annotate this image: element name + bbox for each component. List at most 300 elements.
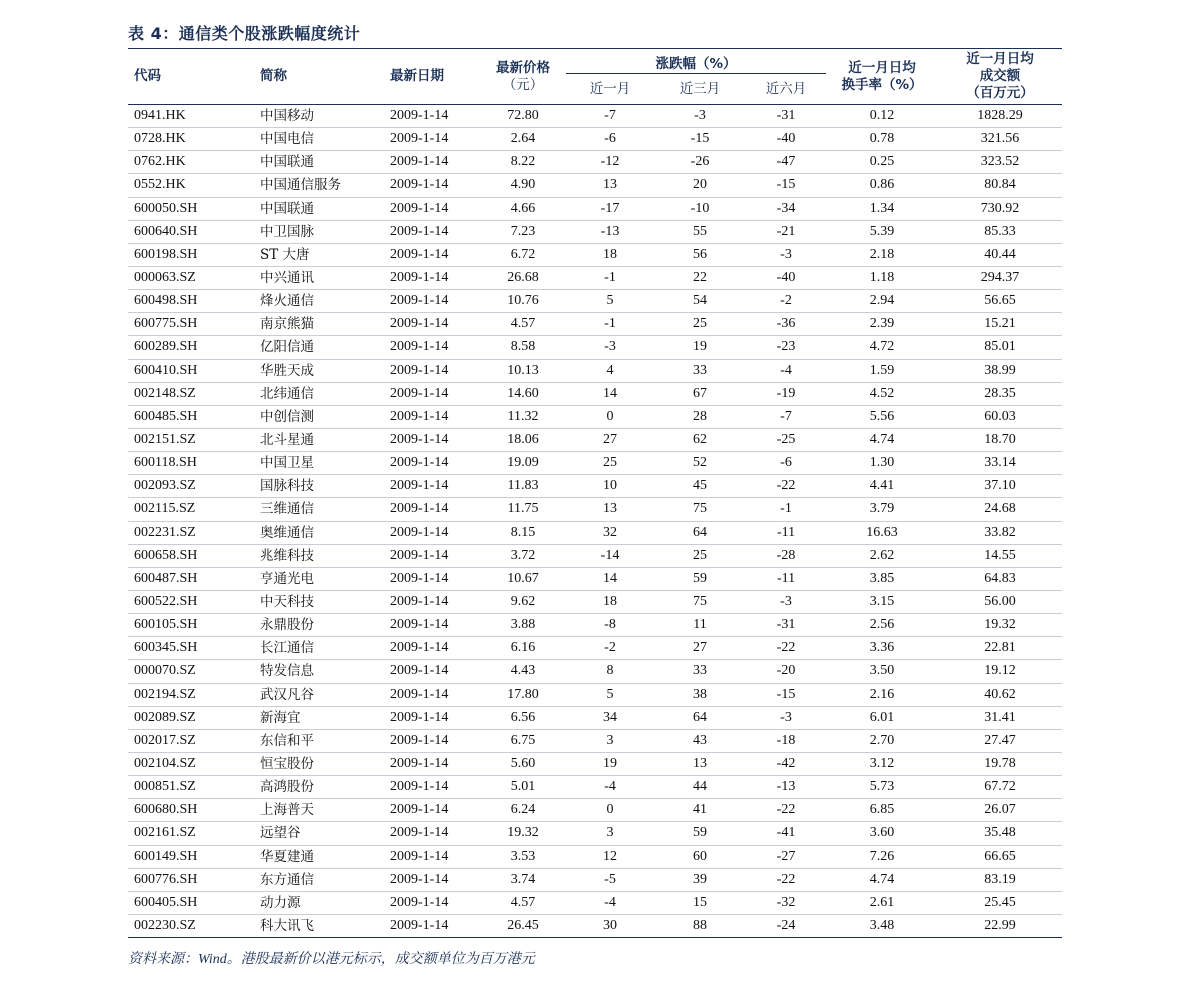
table-row xyxy=(128,914,1062,937)
cell-volume: 294.37 xyxy=(938,266,1062,289)
cell-volume: 1828.29 xyxy=(938,105,1062,128)
cell-turnover: 3.15 xyxy=(826,590,938,613)
cell-change-1m: 3 xyxy=(566,822,654,845)
cell-turnover: 0.86 xyxy=(826,174,938,197)
cell-change-6m: -31 xyxy=(746,105,826,128)
header-change-1m: 近一月 xyxy=(566,74,654,105)
cell-name: 东信和平 xyxy=(254,729,384,752)
cell-change-6m: -19 xyxy=(746,382,826,405)
cell-turnover: 16.63 xyxy=(826,521,938,544)
cell-code: 600485.SH xyxy=(128,405,254,428)
cell-code: 000063.SZ xyxy=(128,266,254,289)
table-row xyxy=(128,174,1062,197)
cell-turnover: 4.41 xyxy=(826,475,938,498)
cell-change-6m: -6 xyxy=(746,452,826,475)
cell-change-1m: -4 xyxy=(566,776,654,799)
table-row xyxy=(128,452,1062,475)
cell-volume: 14.55 xyxy=(938,544,1062,567)
cell-turnover: 3.12 xyxy=(826,752,938,775)
cell-change-1m: -13 xyxy=(566,220,654,243)
cell-code: 600149.SH xyxy=(128,845,254,868)
cell-change-3m: 39 xyxy=(654,868,746,891)
cell-name: 恒宝股份 xyxy=(254,752,384,775)
cell-date: 2009-1-14 xyxy=(384,521,480,544)
cell-turnover: 1.34 xyxy=(826,197,938,220)
cell-price: 3.72 xyxy=(480,544,566,567)
cell-name: 中国联通 xyxy=(254,151,384,174)
cell-name: 奥维通信 xyxy=(254,521,384,544)
cell-turnover: 0.12 xyxy=(826,105,938,128)
cell-volume: 64.83 xyxy=(938,567,1062,590)
table-row xyxy=(128,614,1062,637)
table-row xyxy=(128,266,1062,289)
cell-change-3m: 13 xyxy=(654,752,746,775)
cell-change-6m: -13 xyxy=(746,776,826,799)
cell-change-1m: -12 xyxy=(566,151,654,174)
cell-volume: 730.92 xyxy=(938,197,1062,220)
cell-date: 2009-1-14 xyxy=(384,174,480,197)
cell-code: 600640.SH xyxy=(128,220,254,243)
cell-change-6m: -22 xyxy=(746,637,826,660)
cell-change-3m: 44 xyxy=(654,776,746,799)
cell-change-6m: -25 xyxy=(746,428,826,451)
cell-price: 4.43 xyxy=(480,660,566,683)
cell-change-3m: 60 xyxy=(654,845,746,868)
cell-change-6m: -15 xyxy=(746,174,826,197)
cell-code: 002115.SZ xyxy=(128,498,254,521)
cell-change-1m: -2 xyxy=(566,637,654,660)
cell-turnover: 4.52 xyxy=(826,382,938,405)
cell-price: 6.16 xyxy=(480,637,566,660)
cell-volume: 25.45 xyxy=(938,891,1062,914)
cell-code: 002093.SZ xyxy=(128,475,254,498)
cell-volume: 19.32 xyxy=(938,614,1062,637)
cell-price: 9.62 xyxy=(480,590,566,613)
cell-change-3m: -26 xyxy=(654,151,746,174)
cell-change-6m: -3 xyxy=(746,243,826,266)
cell-name: 北斗星通 xyxy=(254,428,384,451)
cell-date: 2009-1-14 xyxy=(384,290,480,313)
cell-volume: 33.82 xyxy=(938,521,1062,544)
cell-code: 600776.SH xyxy=(128,868,254,891)
cell-date: 2009-1-14 xyxy=(384,151,480,174)
cell-change-1m: -1 xyxy=(566,313,654,336)
cell-name: 中国移动 xyxy=(254,105,384,128)
cell-turnover: 4.74 xyxy=(826,428,938,451)
cell-change-1m: 34 xyxy=(566,706,654,729)
cell-volume: 27.47 xyxy=(938,729,1062,752)
report-page xyxy=(128,22,1062,968)
cell-price: 26.45 xyxy=(480,914,566,937)
cell-turnover: 2.70 xyxy=(826,729,938,752)
cell-turnover: 3.48 xyxy=(826,914,938,937)
cell-change-6m: -40 xyxy=(746,266,826,289)
cell-change-3m: 75 xyxy=(654,590,746,613)
cell-price: 26.68 xyxy=(480,266,566,289)
cell-change-1m: 10 xyxy=(566,475,654,498)
cell-volume: 22.99 xyxy=(938,914,1062,937)
cell-turnover: 2.94 xyxy=(826,290,938,313)
cell-name: 兆维科技 xyxy=(254,544,384,567)
cell-turnover: 2.61 xyxy=(826,891,938,914)
cell-code: 002148.SZ xyxy=(128,382,254,405)
cell-date: 2009-1-14 xyxy=(384,776,480,799)
cell-price: 14.60 xyxy=(480,382,566,405)
table-row xyxy=(128,128,1062,151)
cell-turnover: 3.60 xyxy=(826,822,938,845)
cell-change-1m: -1 xyxy=(566,266,654,289)
cell-change-6m: -22 xyxy=(746,799,826,822)
table-row xyxy=(128,428,1062,451)
cell-name: 烽火通信 xyxy=(254,290,384,313)
cell-change-3m: -10 xyxy=(654,197,746,220)
cell-change-3m: 64 xyxy=(654,521,746,544)
cell-volume: 28.35 xyxy=(938,382,1062,405)
table-row xyxy=(128,660,1062,683)
cell-change-3m: 20 xyxy=(654,174,746,197)
cell-date: 2009-1-14 xyxy=(384,220,480,243)
header-name: 简称 xyxy=(254,49,384,105)
cell-name: 中国联通 xyxy=(254,197,384,220)
cell-code: 002231.SZ xyxy=(128,521,254,544)
cell-name: 中卫国脉 xyxy=(254,220,384,243)
cell-change-1m: -4 xyxy=(566,891,654,914)
cell-name: 永鼎股份 xyxy=(254,614,384,637)
header-turnover-line2: 换手率（%） xyxy=(841,76,923,93)
cell-change-6m: -20 xyxy=(746,660,826,683)
cell-date: 2009-1-14 xyxy=(384,914,480,937)
cell-volume: 31.41 xyxy=(938,706,1062,729)
cell-change-1m: 25 xyxy=(566,452,654,475)
cell-code: 600522.SH xyxy=(128,590,254,613)
cell-change-6m: -4 xyxy=(746,359,826,382)
cell-date: 2009-1-14 xyxy=(384,590,480,613)
cell-volume: 15.21 xyxy=(938,313,1062,336)
cell-price: 11.32 xyxy=(480,405,566,428)
cell-name: 动力源 xyxy=(254,891,384,914)
header-price xyxy=(480,49,566,105)
cell-date: 2009-1-14 xyxy=(384,891,480,914)
cell-name: 科大讯飞 xyxy=(254,914,384,937)
cell-name: 亨通光电 xyxy=(254,567,384,590)
table-row xyxy=(128,868,1062,891)
cell-code: 0762.HK xyxy=(128,151,254,174)
cell-change-6m: -31 xyxy=(746,614,826,637)
cell-code: 600658.SH xyxy=(128,544,254,567)
cell-price: 4.66 xyxy=(480,197,566,220)
cell-price: 17.80 xyxy=(480,683,566,706)
cell-volume: 18.70 xyxy=(938,428,1062,451)
cell-change-3m: 33 xyxy=(654,660,746,683)
cell-change-1m: 12 xyxy=(566,845,654,868)
cell-volume: 22.81 xyxy=(938,637,1062,660)
cell-date: 2009-1-14 xyxy=(384,405,480,428)
cell-price: 2.64 xyxy=(480,128,566,151)
table-row xyxy=(128,822,1062,845)
cell-price: 11.83 xyxy=(480,475,566,498)
cell-change-3m: 27 xyxy=(654,637,746,660)
cell-change-1m: 27 xyxy=(566,428,654,451)
cell-code: 002017.SZ xyxy=(128,729,254,752)
cell-name: 亿阳信通 xyxy=(254,336,384,359)
table-body xyxy=(128,105,1062,938)
cell-change-3m: 25 xyxy=(654,544,746,567)
cell-volume: 37.10 xyxy=(938,475,1062,498)
cell-change-6m: -11 xyxy=(746,567,826,590)
cell-change-3m: 22 xyxy=(654,266,746,289)
cell-code: 600198.SH xyxy=(128,243,254,266)
header-change-6m: 近六月 xyxy=(746,74,826,105)
cell-code: 600118.SH xyxy=(128,452,254,475)
cell-change-6m: -7 xyxy=(746,405,826,428)
cell-name: 中兴通讯 xyxy=(254,266,384,289)
cell-change-3m: 59 xyxy=(654,567,746,590)
cell-volume: 83.19 xyxy=(938,868,1062,891)
table-row xyxy=(128,706,1062,729)
cell-date: 2009-1-14 xyxy=(384,266,480,289)
cell-change-1m: -17 xyxy=(566,197,654,220)
cell-change-1m: 0 xyxy=(566,799,654,822)
source-note: 资料来源：Wind。港股最新价以港元标示，成交额单位为百万港元 xyxy=(128,952,535,968)
cell-volume: 56.65 xyxy=(938,290,1062,313)
cell-code: 600345.SH xyxy=(128,637,254,660)
table-row xyxy=(128,498,1062,521)
header-volume-line3: （百万元） xyxy=(966,85,1034,101)
table-row xyxy=(128,382,1062,405)
table-row xyxy=(128,544,1062,567)
cell-date: 2009-1-14 xyxy=(384,498,480,521)
cell-date: 2009-1-14 xyxy=(384,128,480,151)
cell-change-6m: -11 xyxy=(746,521,826,544)
cell-turnover: 2.56 xyxy=(826,614,938,637)
cell-code: 0941.HK xyxy=(128,105,254,128)
table-row xyxy=(128,752,1062,775)
cell-turnover: 0.25 xyxy=(826,151,938,174)
header-volume-line2: 成交额 xyxy=(979,68,1021,84)
cell-name: 三维通信 xyxy=(254,498,384,521)
cell-volume: 67.72 xyxy=(938,776,1062,799)
cell-change-3m: 64 xyxy=(654,706,746,729)
cell-change-3m: 59 xyxy=(654,822,746,845)
cell-turnover: 3.50 xyxy=(826,660,938,683)
cell-volume: 40.62 xyxy=(938,683,1062,706)
cell-turnover: 5.39 xyxy=(826,220,938,243)
table-row xyxy=(128,243,1062,266)
cell-turnover: 5.56 xyxy=(826,405,938,428)
cell-turnover: 6.01 xyxy=(826,706,938,729)
cell-date: 2009-1-14 xyxy=(384,706,480,729)
cell-name: 北纬通信 xyxy=(254,382,384,405)
cell-change-1m: -8 xyxy=(566,614,654,637)
cell-name: 中创信测 xyxy=(254,405,384,428)
cell-date: 2009-1-14 xyxy=(384,660,480,683)
header-date: 最新日期 xyxy=(384,49,480,105)
cell-change-6m: -18 xyxy=(746,729,826,752)
table-row xyxy=(128,197,1062,220)
cell-change-1m: 4 xyxy=(566,359,654,382)
cell-date: 2009-1-14 xyxy=(384,475,480,498)
cell-code: 0552.HK xyxy=(128,174,254,197)
cell-code: 600289.SH xyxy=(128,336,254,359)
cell-change-3m: 56 xyxy=(654,243,746,266)
cell-change-3m: 62 xyxy=(654,428,746,451)
cell-date: 2009-1-14 xyxy=(384,336,480,359)
cell-change-6m: -24 xyxy=(746,914,826,937)
cell-price: 18.06 xyxy=(480,428,566,451)
cell-price: 6.56 xyxy=(480,706,566,729)
cell-change-6m: -22 xyxy=(746,868,826,891)
cell-change-6m: -3 xyxy=(746,706,826,729)
cell-change-1m: 18 xyxy=(566,590,654,613)
cell-price: 5.01 xyxy=(480,776,566,799)
cell-change-3m: 33 xyxy=(654,359,746,382)
cell-date: 2009-1-14 xyxy=(384,729,480,752)
cell-date: 2009-1-14 xyxy=(384,567,480,590)
cell-change-3m: 11 xyxy=(654,614,746,637)
cell-price: 72.80 xyxy=(480,105,566,128)
cell-price: 3.74 xyxy=(480,868,566,891)
cell-price: 4.57 xyxy=(480,891,566,914)
cell-change-6m: -28 xyxy=(746,544,826,567)
cell-turnover: 3.79 xyxy=(826,498,938,521)
cell-code: 002104.SZ xyxy=(128,752,254,775)
cell-change-3m: 45 xyxy=(654,475,746,498)
table-header xyxy=(128,49,1062,105)
cell-turnover: 3.85 xyxy=(826,567,938,590)
cell-price: 19.32 xyxy=(480,822,566,845)
cell-code: 002161.SZ xyxy=(128,822,254,845)
table-row xyxy=(128,590,1062,613)
cell-date: 2009-1-14 xyxy=(384,637,480,660)
cell-date: 2009-1-14 xyxy=(384,614,480,637)
cell-turnover: 2.39 xyxy=(826,313,938,336)
cell-date: 2009-1-14 xyxy=(384,822,480,845)
cell-change-6m: -47 xyxy=(746,151,826,174)
cell-name: 特发信息 xyxy=(254,660,384,683)
cell-name: 上海普天 xyxy=(254,799,384,822)
cell-change-6m: -41 xyxy=(746,822,826,845)
cell-code: 600680.SH xyxy=(128,799,254,822)
cell-change-6m: -2 xyxy=(746,290,826,313)
cell-change-1m: 13 xyxy=(566,174,654,197)
cell-price: 8.15 xyxy=(480,521,566,544)
cell-change-1m: 14 xyxy=(566,567,654,590)
cell-price: 5.60 xyxy=(480,752,566,775)
cell-change-6m: -27 xyxy=(746,845,826,868)
cell-change-6m: -34 xyxy=(746,197,826,220)
cell-change-6m: -42 xyxy=(746,752,826,775)
cell-change-3m: 19 xyxy=(654,336,746,359)
cell-price: 19.09 xyxy=(480,452,566,475)
cell-change-1m: 3 xyxy=(566,729,654,752)
cell-change-1m: 32 xyxy=(566,521,654,544)
cell-change-6m: -23 xyxy=(746,336,826,359)
cell-change-3m: 52 xyxy=(654,452,746,475)
cell-name: 国脉科技 xyxy=(254,475,384,498)
cell-turnover: 1.59 xyxy=(826,359,938,382)
cell-turnover: 2.18 xyxy=(826,243,938,266)
cell-date: 2009-1-14 xyxy=(384,382,480,405)
cell-code: 000070.SZ xyxy=(128,660,254,683)
cell-volume: 38.99 xyxy=(938,359,1062,382)
cell-price: 7.23 xyxy=(480,220,566,243)
cell-volume: 321.56 xyxy=(938,128,1062,151)
cell-date: 2009-1-14 xyxy=(384,243,480,266)
cell-date: 2009-1-14 xyxy=(384,452,480,475)
table-row xyxy=(128,151,1062,174)
cell-volume: 66.65 xyxy=(938,845,1062,868)
cell-price: 6.72 xyxy=(480,243,566,266)
table-row xyxy=(128,475,1062,498)
cell-name: 南京熊猫 xyxy=(254,313,384,336)
cell-code: 0728.HK xyxy=(128,128,254,151)
cell-date: 2009-1-14 xyxy=(384,752,480,775)
header-code: 代码 xyxy=(128,49,254,105)
cell-date: 2009-1-14 xyxy=(384,799,480,822)
cell-volume: 60.03 xyxy=(938,405,1062,428)
cell-volume: 80.84 xyxy=(938,174,1062,197)
table-row xyxy=(128,776,1062,799)
cell-volume: 19.78 xyxy=(938,752,1062,775)
cell-code: 600405.SH xyxy=(128,891,254,914)
cell-code: 600105.SH xyxy=(128,614,254,637)
cell-name: 高鸿股份 xyxy=(254,776,384,799)
table-row xyxy=(128,105,1062,128)
cell-date: 2009-1-14 xyxy=(384,544,480,567)
cell-turnover: 7.26 xyxy=(826,845,938,868)
table-row xyxy=(128,845,1062,868)
cell-volume: 26.07 xyxy=(938,799,1062,822)
cell-code: 002089.SZ xyxy=(128,706,254,729)
cell-name: 华胜天成 xyxy=(254,359,384,382)
cell-change-1m: 8 xyxy=(566,660,654,683)
cell-code: 002230.SZ xyxy=(128,914,254,937)
table-row xyxy=(128,405,1062,428)
cell-turnover: 4.72 xyxy=(826,336,938,359)
header-change-group: 涨跌幅（%） xyxy=(566,49,826,74)
cell-date: 2009-1-14 xyxy=(384,428,480,451)
cell-change-3m: 88 xyxy=(654,914,746,937)
cell-change-1m: 19 xyxy=(566,752,654,775)
cell-price: 8.22 xyxy=(480,151,566,174)
cell-name: 中国通信服务 xyxy=(254,174,384,197)
cell-change-3m: 28 xyxy=(654,405,746,428)
cell-price: 11.75 xyxy=(480,498,566,521)
cell-change-1m: 13 xyxy=(566,498,654,521)
cell-change-1m: -5 xyxy=(566,868,654,891)
cell-name: 武汉凡谷 xyxy=(254,683,384,706)
header-turnover xyxy=(826,49,938,105)
cell-price: 6.24 xyxy=(480,799,566,822)
cell-change-1m: -14 xyxy=(566,544,654,567)
cell-change-1m: -6 xyxy=(566,128,654,151)
cell-change-3m: -15 xyxy=(654,128,746,151)
cell-price: 10.76 xyxy=(480,290,566,313)
cell-code: 002151.SZ xyxy=(128,428,254,451)
cell-code: 600050.SH xyxy=(128,197,254,220)
table-row xyxy=(128,220,1062,243)
cell-turnover: 0.78 xyxy=(826,128,938,151)
cell-code: 002194.SZ xyxy=(128,683,254,706)
header-change-3m: 近三月 xyxy=(654,74,746,105)
cell-volume: 323.52 xyxy=(938,151,1062,174)
table-caption: 表 4：通信类个股涨跌幅度统计 xyxy=(128,24,361,43)
cell-turnover: 2.16 xyxy=(826,683,938,706)
cell-price: 6.75 xyxy=(480,729,566,752)
cell-date: 2009-1-14 xyxy=(384,313,480,336)
cell-name: ST 大唐 xyxy=(254,243,384,266)
cell-change-3m: 15 xyxy=(654,891,746,914)
